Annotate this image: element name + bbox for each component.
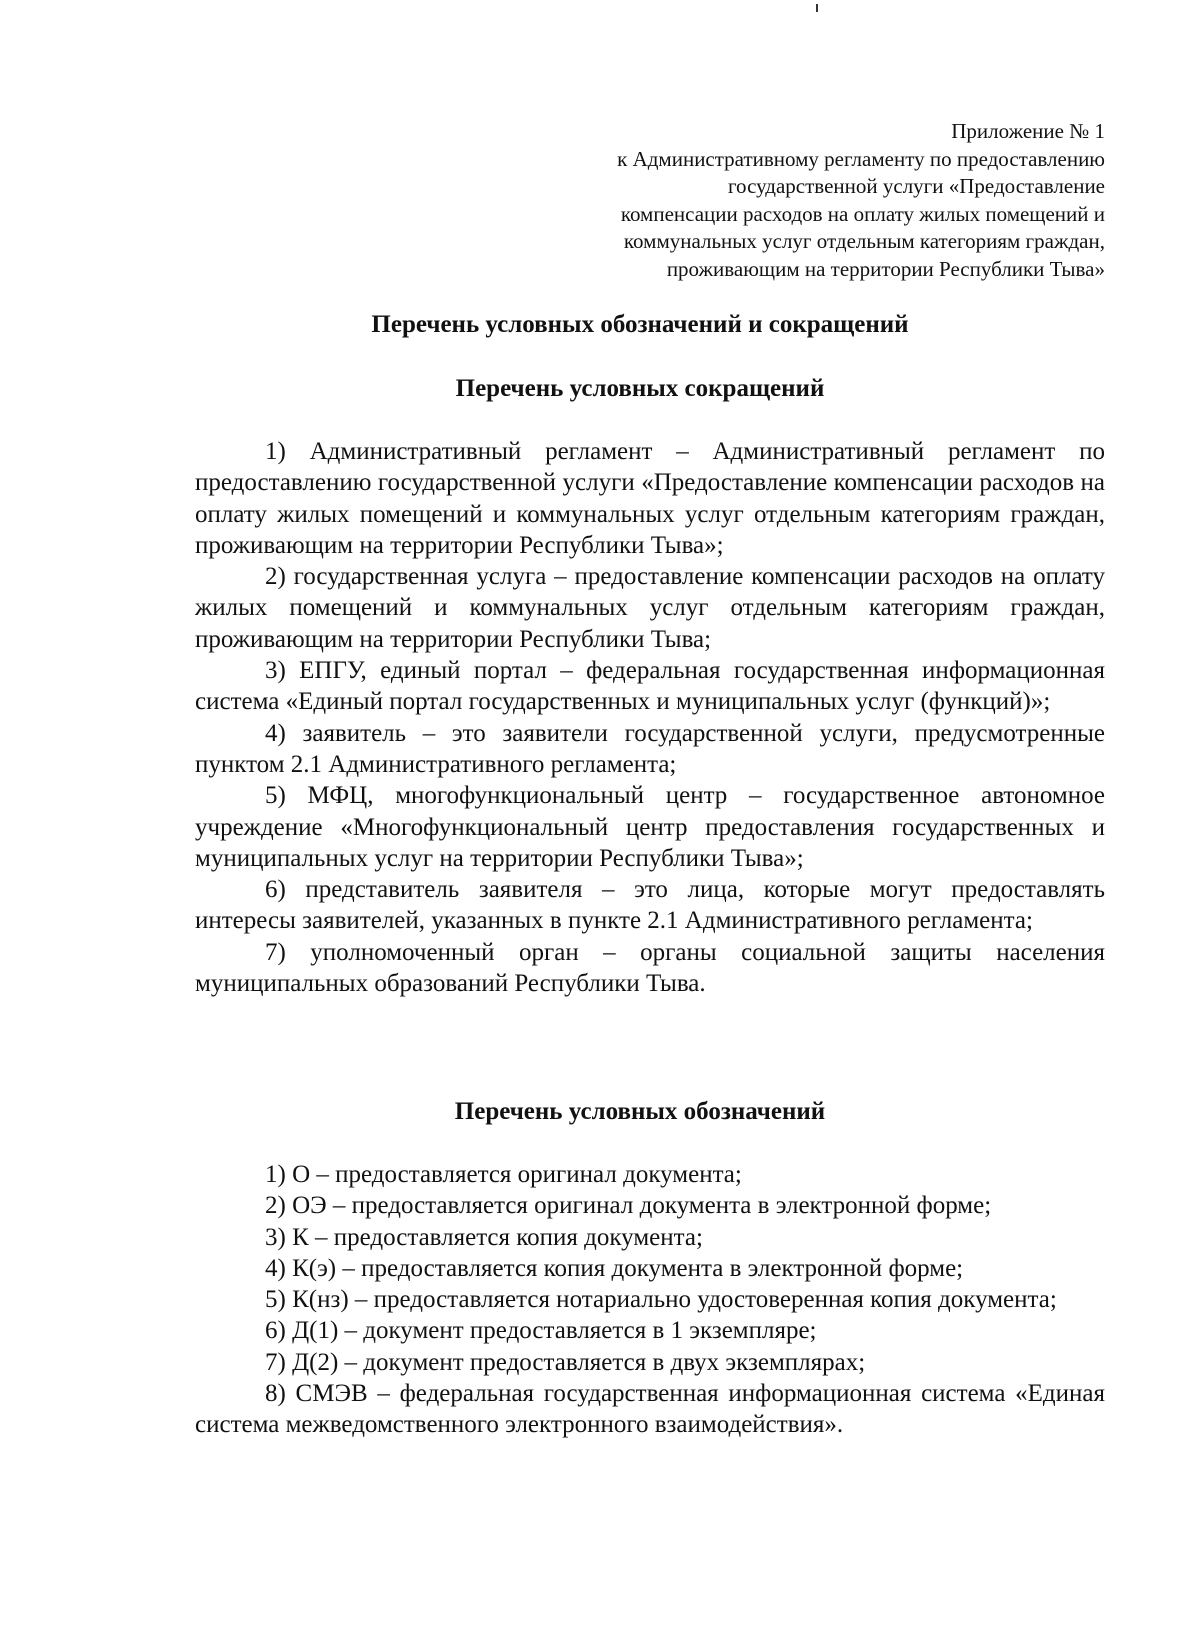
appendix-line: компенсации расходов на оплату жилых помещений и <box>620 201 1105 226</box>
designations-heading: Перечень условных обозначений <box>454 1098 826 1125</box>
scan-mark <box>816 4 818 12</box>
abbreviations-list <box>195 436 1105 999</box>
list-item: 1) Административный регламент – Административный регламент по предоставлению государственной услуги «Предоставление компенсации расходов на оплату жилых помещений и коммунальных услуг отдельным категориям граждан, проживающим на территории Республики Тыва»; <box>195 438 1105 559</box>
list-item: 8) СМЭВ – федеральная государственная информационная система «Единая система межведомственного электронного взаимодействия». <box>195 1380 1105 1439</box>
abbreviations-heading: Перечень условных сокращений <box>455 375 825 402</box>
list-item: 6) Д(1) – документ предоставляется в 1 экземпляре; <box>265 1317 817 1345</box>
list-item: 7) уполномоченный орган – органы социальной защиты населения муниципальных образований Республики Тыва. <box>195 938 1105 998</box>
designations-list <box>195 1159 1105 1441</box>
appendix-line: к Административному регламенту по предоставлению <box>617 146 1105 171</box>
appendix-header <box>545 118 1105 283</box>
list-item: 7) Д(2) – документ предоставляется в двух экземплярах; <box>265 1348 866 1376</box>
list-item: 1) О – предоставляется оригинал документа; <box>265 1161 742 1188</box>
list-item: 4) заявитель – это заявители государственной услуги, предусмотренные пунктом 2.1 Административного регламента; <box>195 719 1105 778</box>
list-item: 4) К(э) – предоставляется копия документа в электронной форме; <box>265 1254 964 1282</box>
list-item: 3) К – предоставляется копия документа; <box>265 1223 703 1251</box>
list-item: 2) ОЭ – предоставляется оригинал документа в электронной форме; <box>265 1192 992 1220</box>
appendix-line: проживающим на территории Республики Тыва» <box>666 256 1105 281</box>
list-item: 2) государственная услуга – предоставление компенсации расходов на оплату жилых помещений и коммунальных услуг отдельным категориям граждан, проживающим на территории Республики Тыва; <box>195 563 1105 653</box>
appendix-line: Приложение № 1 <box>951 119 1105 143</box>
list-item: 5) К(нз) – предоставляется нотариально удостоверенная копия документа; <box>265 1286 1057 1314</box>
appendix-line: государственной услуги «Предоставление <box>727 174 1105 198</box>
list-item: 5) МФЦ, многофункциональный центр – государственное автономное учреждение «Многофункциональный центр предоставления государственных и муниципальных услуг на территории Республики Тыва»; <box>195 782 1105 872</box>
list-item: 6) представитель заявителя – это лица, которые могут предоставлять интересы заявителей, указанных в пункте 2.1 Административного регламента; <box>195 876 1105 935</box>
list-item: 3) ЕПГУ, единый портал – федеральная государственная информационная система «Единый портал государственных и муниципальных услуг (функций)»; <box>195 657 1105 716</box>
appendix-line: коммунальных услуг отдельным категориям граждан, <box>623 229 1105 253</box>
document-title: Перечень условных обозначений и сокращений <box>371 311 909 338</box>
